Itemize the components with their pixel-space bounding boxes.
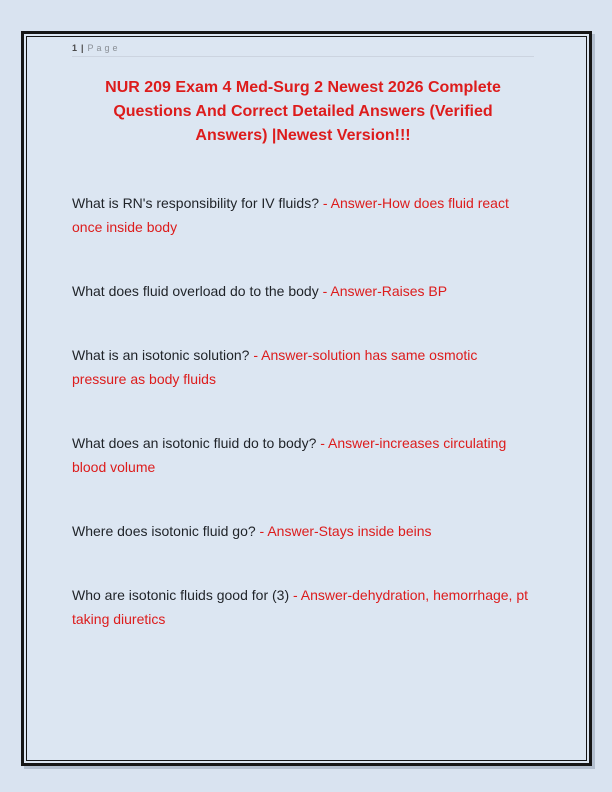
- page-content: [26, 36, 587, 761]
- qa-question: What is an isotonic solution?: [72, 347, 250, 363]
- qa-answer: - Answer-How does fluid react once inside body: [72, 195, 509, 235]
- qa-question: Who are isotonic fluids good for (3): [72, 587, 290, 603]
- qa-answer: - Answer-Stays inside beins: [255, 523, 432, 539]
- header-divider: [72, 56, 534, 57]
- qa-item: [72, 279, 534, 303]
- qa-item: [72, 191, 534, 239]
- qa-item: [72, 343, 534, 391]
- qa-question: What does an isotonic fluid do to body?: [72, 435, 317, 451]
- page-header-separator: |: [81, 43, 84, 53]
- qa-question: What is RN's responsibility for IV fluids?: [72, 195, 319, 211]
- qa-list: [72, 191, 534, 631]
- qa-answer: - Answer-Raises BP: [318, 283, 448, 299]
- qa-question: Where does isotonic fluid go?: [72, 523, 256, 539]
- page-header: [72, 42, 534, 54]
- qa-answer: - Answer-increases circulating blood volume: [72, 435, 507, 475]
- qa-item: [72, 519, 534, 543]
- document-title: NUR 209 Exam 4 Med-Surg 2 Newest 2026 Complete Questions And Correct Detailed Answers (Verified Answers) |Newest Version!!!: [105, 79, 501, 144]
- qa-answer: - Answer-solution has same osmotic pressure as body fluids: [72, 347, 478, 387]
- qa-item: [72, 431, 534, 479]
- qa-question: What does fluid overload do to the body: [72, 283, 319, 299]
- qa-answer: - Answer-dehydration, hemorrhage, pt taking diuretics: [72, 587, 529, 627]
- page-frame: [21, 31, 592, 766]
- page-number: 1: [72, 43, 78, 53]
- qa-item: [72, 583, 534, 631]
- page-header-label: Page: [87, 43, 121, 53]
